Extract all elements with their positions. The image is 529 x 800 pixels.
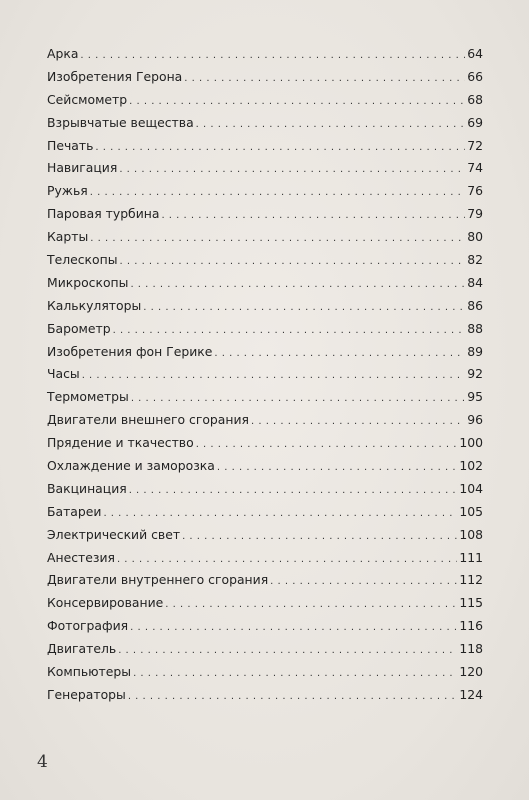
table-of-contents: [47, 43, 483, 707]
toc-entry: [47, 66, 483, 89]
toc-entry: [47, 524, 483, 547]
toc-entry: [47, 615, 483, 638]
toc-entry-page: 74: [467, 160, 483, 176]
toc-entry-page: 118: [459, 641, 483, 657]
toc-entry-title: Вакцинация: [47, 480, 127, 496]
toc-entry-page: 72: [467, 137, 483, 153]
dot-leader: [217, 455, 457, 480]
toc-entry-page: 100: [459, 435, 483, 451]
toc-entry-title: Охлаждение и заморозка: [47, 458, 215, 474]
toc-entry-page: 76: [467, 183, 483, 199]
toc-entry-page: 105: [459, 503, 483, 519]
toc-entry: [47, 295, 483, 318]
toc-entry-title: Батареи: [47, 503, 102, 519]
toc-entry-page: 108: [459, 526, 483, 542]
toc-entry-title: Часы: [47, 366, 80, 382]
dot-leader: [90, 180, 465, 205]
toc-entry: [47, 112, 483, 135]
toc-entry: [47, 135, 483, 158]
dot-leader: [120, 249, 466, 274]
dot-leader: [103, 501, 457, 526]
toc-entry: [47, 569, 483, 592]
dot-leader: [118, 638, 457, 663]
toc-entry-page: 120: [459, 664, 483, 680]
toc-entry-page: 79: [467, 206, 483, 222]
toc-entry: [47, 501, 483, 524]
toc-entry-title: Генераторы: [47, 686, 126, 702]
toc-entry-title: Телескопы: [47, 252, 118, 268]
dot-leader: [82, 363, 466, 388]
toc-entry: [47, 386, 483, 409]
toc-entry: [47, 203, 483, 226]
toc-entry: [47, 409, 483, 432]
toc-entry-page: 68: [467, 91, 483, 107]
toc-entry: [47, 318, 483, 341]
toc-entry: [47, 341, 483, 364]
toc-entry: [47, 478, 483, 501]
toc-entry-page: 95: [467, 389, 483, 405]
toc-entry-page: 124: [459, 686, 483, 702]
toc-entry-page: 88: [467, 320, 483, 336]
toc-entry-title: Барометр: [47, 320, 111, 336]
dot-leader: [130, 615, 457, 640]
toc-entry-title: Арка: [47, 46, 79, 61]
dot-leader: [196, 432, 458, 457]
dot-leader: [161, 203, 465, 228]
toc-entry-title: Термометры: [47, 389, 129, 405]
toc-entry-page: 66: [467, 68, 483, 84]
toc-entry-title: Прядение и ткачество: [47, 435, 194, 451]
dot-leader: [80, 43, 465, 68]
toc-entry: [47, 547, 483, 570]
toc-entry-page: 115: [459, 595, 483, 611]
toc-entry: [47, 455, 483, 478]
toc-entry-title: Калькуляторы: [47, 297, 142, 313]
toc-entry-page: 84: [467, 274, 483, 290]
toc-entry-title: Взрывчатые вещества: [47, 114, 194, 130]
toc-entry-page: 96: [467, 412, 483, 428]
toc-entry-title: Ружья: [47, 183, 88, 199]
dot-leader: [95, 135, 465, 160]
dot-leader: [117, 547, 457, 572]
dot-leader: [113, 318, 466, 343]
toc-entry: [47, 432, 483, 455]
dot-leader: [129, 89, 465, 114]
toc-entry-title: Сейсмометр: [47, 91, 128, 107]
toc-entry-title: Карты: [47, 229, 89, 245]
toc-entry: [47, 89, 483, 112]
toc-entry-title: Изобретения Герона: [47, 68, 183, 84]
toc-entry-page: 64: [467, 46, 483, 61]
dot-leader: [130, 272, 465, 297]
dot-leader: [270, 569, 457, 594]
dot-leader: [119, 157, 465, 182]
dot-leader: [133, 661, 457, 686]
dot-leader: [131, 386, 465, 411]
dot-leader: [90, 226, 465, 251]
toc-entry: [47, 684, 483, 707]
dot-leader: [128, 684, 458, 709]
dot-leader: [184, 66, 465, 91]
dot-leader: [143, 295, 465, 320]
toc-entry-page: 102: [459, 458, 483, 474]
toc-entry-page: 111: [459, 549, 483, 565]
toc-entry: [47, 180, 483, 203]
toc-entry-page: 92: [467, 366, 483, 382]
toc-entry-page: 89: [467, 343, 483, 359]
toc-entry-page: 80: [467, 229, 483, 245]
toc-entry-title: Паровая турбина: [47, 206, 160, 222]
toc-entry-title: Навигация: [47, 160, 118, 176]
toc-entry: [47, 272, 483, 295]
toc-entry-title: Компьютеры: [47, 664, 132, 680]
dot-leader: [129, 478, 458, 503]
toc-entry-title: Двигатели внешнего сгорания: [47, 412, 249, 428]
toc-entry-page: 116: [459, 618, 483, 634]
toc-entry: [47, 157, 483, 180]
toc-entry: [47, 249, 483, 272]
toc-entry-title: Консервирование: [47, 595, 164, 611]
toc-entry-page: 69: [467, 114, 483, 130]
toc-entry-title: Микроскопы: [47, 274, 129, 290]
toc-entry-title: Изобретения фон Герике: [47, 343, 213, 359]
dot-leader: [214, 341, 465, 366]
toc-entry: [47, 638, 483, 661]
toc-entry-title: Электрический свет: [47, 526, 181, 542]
toc-entry-page: 112: [459, 572, 483, 588]
toc-entry-page: 82: [467, 252, 483, 268]
toc-entry-page: 104: [459, 480, 483, 496]
page-number: 4: [37, 752, 48, 772]
dot-leader: [196, 112, 466, 137]
toc-entry: [47, 226, 483, 249]
toc-entry-title: Фотография: [47, 618, 129, 634]
toc-entry-title: Анестезия: [47, 549, 115, 565]
toc-entry-title: Печать: [47, 137, 94, 153]
toc-entry: [47, 661, 483, 684]
toc-entry-title: Двигатель: [47, 641, 117, 657]
dot-leader: [165, 592, 457, 617]
toc-entry: [47, 363, 483, 386]
dot-leader: [251, 409, 465, 434]
dot-leader: [182, 524, 457, 549]
toc-entry: [47, 43, 483, 66]
toc-entry: [47, 592, 483, 615]
toc-entry-title: Двигатели внутреннего сгорания: [47, 572, 269, 588]
toc-entry-page: 86: [467, 297, 483, 313]
